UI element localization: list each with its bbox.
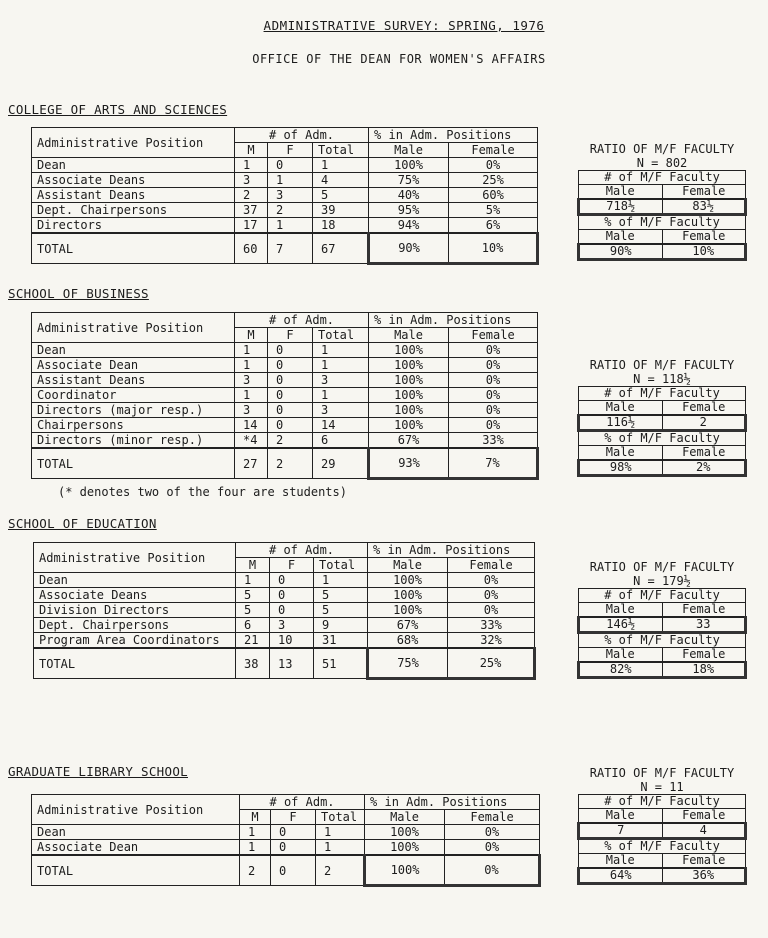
pct-faculty-header: % of M/F Faculty (579, 431, 746, 446)
section-title: SCHOOL OF EDUCATION (8, 516, 157, 531)
document-subtitle: OFFICE OF THE DEAN FOR WOMEN'S AFFAIRS (252, 52, 546, 66)
num-adm-header: # of Adm. (235, 128, 369, 143)
female-pct-cell: 60% (449, 188, 538, 203)
female-faculty-pct: 2% (662, 460, 746, 476)
total-count-cell: 9 (314, 618, 368, 633)
table-row (32, 188, 538, 203)
f-header: F (268, 328, 313, 343)
female-count-cell: 3 (270, 618, 314, 633)
table-row (32, 825, 540, 840)
female-pct-cell: 33% (448, 618, 535, 633)
position-cell: TOTAL (32, 233, 235, 264)
male-header: Male (369, 328, 449, 343)
table-row (32, 403, 538, 418)
male-count-cell: 3 (235, 403, 268, 418)
male-count-cell: 2 (240, 855, 271, 886)
female-pct-cell: 10% (449, 233, 538, 264)
male-pct-cell: 40% (369, 188, 449, 203)
female-header: Female (662, 185, 746, 200)
female-header: Female (449, 143, 538, 158)
male-pct-cell: 75% (369, 173, 449, 188)
table-row (34, 573, 535, 588)
m-header: M (235, 328, 268, 343)
total-row (32, 233, 538, 264)
female-pct-cell: 0% (448, 573, 535, 588)
male-pct-cell: 100% (369, 158, 449, 173)
position-header: Administrative Position (32, 128, 235, 158)
position-cell: Directors (major resp.) (32, 403, 235, 418)
female-pct-cell: 5% (449, 203, 538, 218)
total-row (34, 648, 535, 679)
male-faculty-pct: 64% (579, 868, 663, 884)
female-faculty-count: 2 (662, 415, 746, 431)
table-row (32, 373, 538, 388)
female-count-cell: 10 (270, 633, 314, 649)
male-count-cell: 14 (235, 418, 268, 433)
male-pct-cell: 75% (368, 648, 448, 679)
total-count-cell: 1 (316, 825, 365, 840)
female-pct-cell: 0% (449, 373, 538, 388)
male-faculty-pct: 90% (579, 244, 663, 260)
position-header: Administrative Position (32, 313, 235, 343)
female-pct-cell: 0% (449, 388, 538, 403)
male-pct-cell: 95% (369, 203, 449, 218)
female-count-cell: 0 (270, 573, 314, 588)
female-count-cell: 0 (268, 418, 313, 433)
female-count-cell: 7 (268, 233, 313, 264)
table-row (32, 388, 538, 403)
male-header: Male (365, 810, 445, 825)
m-header: M (236, 558, 270, 573)
f-header: F (270, 558, 314, 573)
male-header: Male (579, 401, 663, 416)
position-cell: Associate Deans (32, 173, 235, 188)
position-cell: Associate Dean (32, 840, 240, 856)
female-header: Female (662, 809, 746, 824)
female-pct-cell: 7% (449, 448, 538, 479)
male-count-cell: 17 (235, 218, 268, 234)
male-count-cell: 5 (236, 603, 270, 618)
num-adm-header: # of Adm. (240, 795, 365, 810)
male-count-cell: 1 (235, 388, 268, 403)
male-pct-cell: 68% (368, 633, 448, 649)
female-header: Female (662, 230, 746, 245)
female-pct-cell: 0% (448, 603, 535, 618)
female-header: Female (662, 854, 746, 869)
male-count-cell: 3 (235, 173, 268, 188)
table-row (32, 218, 538, 234)
ratio-title: RATIO OF M/F FACULTY (589, 560, 735, 574)
total-count-cell: 29 (313, 448, 369, 479)
ratio-title: RATIO OF M/F FACULTY (589, 142, 735, 156)
female-count-cell: 2 (268, 448, 313, 479)
ratio-n: N = 802 (636, 156, 688, 170)
ratio-n: N = 118½ (633, 372, 691, 386)
position-cell: Directors (32, 218, 235, 234)
male-faculty-count: 116½ (579, 415, 663, 431)
female-count-cell: 0 (268, 343, 313, 358)
faculty-ratio (577, 142, 747, 261)
ratio-title: RATIO OF M/F FACULTY (589, 358, 735, 372)
pct-adm-header: % in Adm. Positions (368, 543, 535, 558)
table-row (32, 343, 538, 358)
female-pct-cell: 0% (449, 358, 538, 373)
position-cell: TOTAL (34, 648, 236, 679)
male-count-cell: 38 (236, 648, 270, 679)
female-count-cell: 2 (268, 203, 313, 218)
total-count-cell: 3 (313, 403, 369, 418)
table-row (34, 633, 535, 649)
table-row (32, 203, 538, 218)
position-cell: Dept. Chairpersons (34, 618, 236, 633)
admin-table (31, 312, 539, 480)
male-pct-cell: 100% (368, 603, 448, 618)
female-count-cell: 0 (271, 825, 316, 840)
position-header: Administrative Position (32, 795, 240, 825)
female-faculty-pct: 10% (662, 244, 746, 260)
male-header: Male (579, 648, 663, 663)
total-header: Total (313, 143, 369, 158)
male-header: Male (368, 558, 448, 573)
pct-faculty-header: % of M/F Faculty (579, 215, 746, 230)
female-pct-cell: 0% (445, 840, 540, 856)
total-header: Total (313, 328, 369, 343)
female-faculty-count: 33 (662, 617, 746, 633)
male-pct-cell: 100% (369, 388, 449, 403)
female-count-cell: 13 (270, 648, 314, 679)
table-row (32, 433, 538, 449)
male-pct-cell: 100% (365, 855, 445, 886)
male-header: Male (579, 809, 663, 824)
female-count-cell: 0 (270, 603, 314, 618)
female-pct-cell: 0% (449, 418, 538, 433)
position-cell: Dean (32, 825, 240, 840)
male-pct-cell: 100% (369, 418, 449, 433)
male-header: Male (579, 185, 663, 200)
male-count-cell: 37 (235, 203, 268, 218)
female-header: Female (448, 558, 535, 573)
faculty-ratio (577, 358, 747, 477)
ratio-table (577, 170, 747, 261)
num-adm-header: # of Adm. (235, 313, 369, 328)
female-header: Female (662, 603, 746, 618)
position-cell: Program Area Coordinators (34, 633, 236, 649)
male-count-cell: 6 (236, 618, 270, 633)
male-count-cell: 27 (235, 448, 268, 479)
female-pct-cell: 0% (449, 343, 538, 358)
f-header: F (271, 810, 316, 825)
section-title: GRADUATE LIBRARY SCHOOL (8, 764, 188, 779)
male-pct-cell: 100% (368, 573, 448, 588)
pct-adm-header: % in Adm. Positions (369, 313, 538, 328)
position-cell: TOTAL (32, 448, 235, 479)
male-faculty-pct: 82% (579, 662, 663, 678)
position-cell: Coordinator (32, 388, 235, 403)
table-row (34, 618, 535, 633)
male-count-cell: 3 (235, 373, 268, 388)
total-count-cell: 2 (316, 855, 365, 886)
total-count-cell: 14 (313, 418, 369, 433)
female-faculty-pct: 18% (662, 662, 746, 678)
ratio-table (577, 386, 747, 477)
male-pct-cell: 100% (369, 403, 449, 418)
position-cell: Assistant Deans (32, 373, 235, 388)
ratio-table (577, 588, 747, 679)
female-pct-cell: 6% (449, 218, 538, 234)
total-count-cell: 1 (314, 573, 368, 588)
male-count-cell: 1 (235, 343, 268, 358)
document-title: ADMINISTRATIVE SURVEY: SPRING, 1976 (263, 18, 545, 33)
female-faculty-count: 83½ (662, 199, 746, 215)
table-row (34, 603, 535, 618)
num-adm-header: # of Adm. (236, 543, 368, 558)
table-row (32, 173, 538, 188)
position-cell: Assistant Deans (32, 188, 235, 203)
f-header: F (268, 143, 313, 158)
male-count-cell: 60 (235, 233, 268, 264)
male-count-cell: 1 (235, 158, 268, 173)
admin-table (33, 542, 536, 680)
admin-table (31, 127, 539, 265)
female-count-cell: 2 (268, 433, 313, 449)
female-header: Female (662, 401, 746, 416)
female-pct-cell: 33% (449, 433, 538, 449)
female-count-cell: 1 (268, 218, 313, 234)
male-count-cell: 1 (236, 573, 270, 588)
total-count-cell: 4 (313, 173, 369, 188)
position-cell: Dean (32, 343, 235, 358)
table-row (34, 588, 535, 603)
female-count-cell: 0 (268, 158, 313, 173)
total-header: Total (316, 810, 365, 825)
male-pct-cell: 100% (369, 373, 449, 388)
male-count-cell: 1 (235, 358, 268, 373)
male-pct-cell: 100% (365, 840, 445, 856)
male-pct-cell: 100% (369, 358, 449, 373)
table-row (32, 418, 538, 433)
female-header: Female (662, 446, 746, 461)
female-count-cell: 0 (268, 373, 313, 388)
table-row (32, 358, 538, 373)
section-title: COLLEGE OF ARTS AND SCIENCES (8, 102, 228, 117)
male-count-cell: *4 (235, 433, 268, 449)
m-header: M (235, 143, 268, 158)
male-pct-cell: 100% (369, 343, 449, 358)
position-cell: Associate Dean (32, 358, 235, 373)
female-pct-cell: 0% (445, 825, 540, 840)
female-header: Female (662, 648, 746, 663)
female-count-cell: 0 (271, 855, 316, 886)
male-pct-cell: 100% (365, 825, 445, 840)
male-count-cell: 1 (240, 825, 271, 840)
ratio-title: RATIO OF M/F FACULTY (589, 766, 735, 780)
female-faculty-count: 4 (662, 823, 746, 839)
male-header: Male (579, 603, 663, 618)
total-count-cell: 51 (314, 648, 368, 679)
male-faculty-count: 718½ (579, 199, 663, 215)
total-count-cell: 1 (313, 158, 369, 173)
male-header: Male (579, 446, 663, 461)
female-pct-cell: 0% (449, 403, 538, 418)
female-count-cell: 0 (271, 840, 316, 856)
total-count-cell: 5 (314, 588, 368, 603)
male-header: Male (369, 143, 449, 158)
position-header: Administrative Position (34, 543, 236, 573)
section-title: SCHOOL OF BUSINESS (8, 286, 149, 301)
total-count-cell: 5 (313, 188, 369, 203)
male-pct-cell: 94% (369, 218, 449, 234)
female-pct-cell: 25% (449, 173, 538, 188)
admin-table (31, 794, 541, 887)
ratio-n: N = 11 (640, 780, 684, 794)
female-pct-cell: 32% (448, 633, 535, 649)
total-count-cell: 1 (313, 343, 369, 358)
pct-adm-header: % in Adm. Positions (365, 795, 540, 810)
female-count-cell: 0 (270, 588, 314, 603)
female-pct-cell: 0% (445, 855, 540, 886)
total-row (32, 855, 540, 886)
position-cell: Division Directors (34, 603, 236, 618)
faculty-ratio (577, 560, 747, 679)
male-count-cell: 2 (235, 188, 268, 203)
male-pct-cell: 90% (369, 233, 449, 264)
ratio-n: N = 179½ (633, 574, 691, 588)
total-count-cell: 6 (313, 433, 369, 449)
num-faculty-header: # of M/F Faculty (579, 589, 746, 603)
male-count-cell: 1 (240, 840, 271, 856)
female-header: Female (449, 328, 538, 343)
position-cell: Dean (34, 573, 236, 588)
ratio-table (577, 794, 747, 885)
male-header: Male (579, 854, 663, 869)
num-faculty-header: # of M/F Faculty (579, 171, 746, 185)
male-count-cell: 5 (236, 588, 270, 603)
male-faculty-pct: 98% (579, 460, 663, 476)
female-header: Female (445, 810, 540, 825)
total-count-cell: 5 (314, 603, 368, 618)
total-row (32, 448, 538, 479)
male-faculty-count: 146½ (579, 617, 663, 633)
total-count-cell: 1 (313, 358, 369, 373)
male-header: Male (579, 230, 663, 245)
m-header: M (240, 810, 271, 825)
position-cell: Associate Deans (34, 588, 236, 603)
pct-adm-header: % in Adm. Positions (369, 128, 538, 143)
position-cell: Directors (minor resp.) (32, 433, 235, 449)
table-row (32, 158, 538, 173)
female-count-cell: 1 (268, 173, 313, 188)
female-pct-cell: 0% (449, 158, 538, 173)
pct-faculty-header: % of M/F Faculty (579, 839, 746, 854)
male-pct-cell: 93% (369, 448, 449, 479)
position-cell: Dept. Chairpersons (32, 203, 235, 218)
male-pct-cell: 67% (368, 618, 448, 633)
female-faculty-pct: 36% (662, 868, 746, 884)
total-count-cell: 3 (313, 373, 369, 388)
female-count-cell: 0 (268, 358, 313, 373)
total-count-cell: 31 (314, 633, 368, 649)
total-count-cell: 39 (313, 203, 369, 218)
male-faculty-count: 7 (579, 823, 663, 839)
footnote: (* denotes two of the four are students) (58, 485, 347, 499)
position-cell: Chairpersons (32, 418, 235, 433)
female-count-cell: 0 (268, 403, 313, 418)
female-count-cell: 3 (268, 188, 313, 203)
female-pct-cell: 25% (448, 648, 535, 679)
position-cell: TOTAL (32, 855, 240, 886)
male-pct-cell: 100% (368, 588, 448, 603)
total-count-cell: 1 (313, 388, 369, 403)
total-header: Total (314, 558, 368, 573)
num-faculty-header: # of M/F Faculty (579, 387, 746, 401)
pct-faculty-header: % of M/F Faculty (579, 633, 746, 648)
male-count-cell: 21 (236, 633, 270, 649)
total-count-cell: 18 (313, 218, 369, 234)
total-count-cell: 1 (316, 840, 365, 856)
table-row (32, 840, 540, 856)
faculty-ratio (577, 766, 747, 885)
total-count-cell: 67 (313, 233, 369, 264)
num-faculty-header: # of M/F Faculty (579, 795, 746, 809)
position-cell: Dean (32, 158, 235, 173)
male-pct-cell: 67% (369, 433, 449, 449)
female-pct-cell: 0% (448, 588, 535, 603)
female-count-cell: 0 (268, 388, 313, 403)
